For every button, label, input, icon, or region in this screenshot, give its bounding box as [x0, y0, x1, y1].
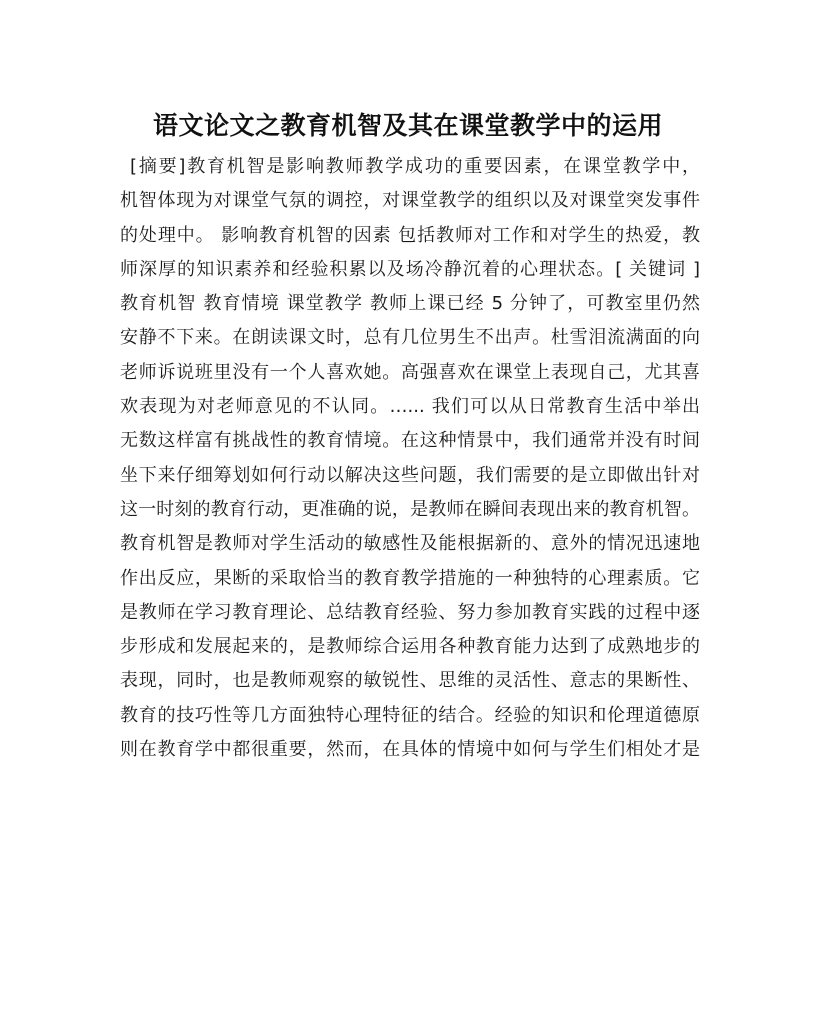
body-line: 机智体现为对课堂气氛的调控，对课堂教学的组织以及对课堂突发事件 [120, 190, 700, 212]
body-line: 老师诉说班里没有一个人喜欢她。高强喜欢在课堂上表现自己，尤其喜 [120, 361, 700, 383]
body-line: 的处理中。 影响教育机智的因素 包括教师对工作和对学生的热爱，教 [120, 224, 700, 246]
body-line: 表现，同时，也是教师观察的敏锐性、思维的灵活性、意志的果断性、 [120, 670, 700, 692]
body-line: [摘要]教育机智是影响教师教学成功的重要因素，在课堂教学中， [130, 156, 700, 177]
body-line: 欢表现为对老师意见的不认同。…... 我们可以从日常教育生活中举出 [120, 396, 700, 418]
body-line: 教育机智 教育情境 课堂教学 教师上课已经 5 分钟了，可教室里仍然 [120, 293, 700, 315]
document-title: 语文论文之教育机智及其在课堂教学中的运用 [152, 111, 663, 140]
body-line: 这一时刻的教育行动，更准确的说，是教师在瞬间表现出来的教育机智。 [120, 498, 700, 520]
body-line: 作出反应，果断的采取恰当的教育教学措施的一种独特的心理素质。它 [120, 567, 700, 589]
body-line: 坐下来仔细筹划如何行动以解决这些问题，我们需要的是立即做出针对 [120, 464, 700, 486]
body-line: 师深厚的知识素养和经验积累以及场冷静沉着的心理状态。[ 关键词 ] [120, 258, 700, 280]
body-line: 无数这样富有挑战性的教育情境。在这种情景中，我们通常并没有时间 [120, 430, 700, 452]
document-body [120, 150, 700, 767]
body-line: 步形成和发展起来的，是教师综合运用各种教育能力达到了成熟地步的 [120, 636, 700, 658]
body-line: 教育的技巧性等几方面独特心理特征的结合。经验的知识和伦理道德原 [120, 704, 700, 726]
body-line: 安静不下来。在朗读课文时，总有几位男生不出声。杜雪泪流满面的向 [120, 327, 700, 349]
body-line: 教育机智是教师对学生活动的敏感性及能根据新的、意外的情况迅速地 [120, 533, 700, 555]
body-line: 是教师在学习教育理论、总结教育经验、努力参加教育实践的过程中逐 [120, 601, 700, 623]
body-line: 则在教育学中都很重要，然而，在具体的情境中如何与学生们相处才是 [120, 739, 700, 761]
